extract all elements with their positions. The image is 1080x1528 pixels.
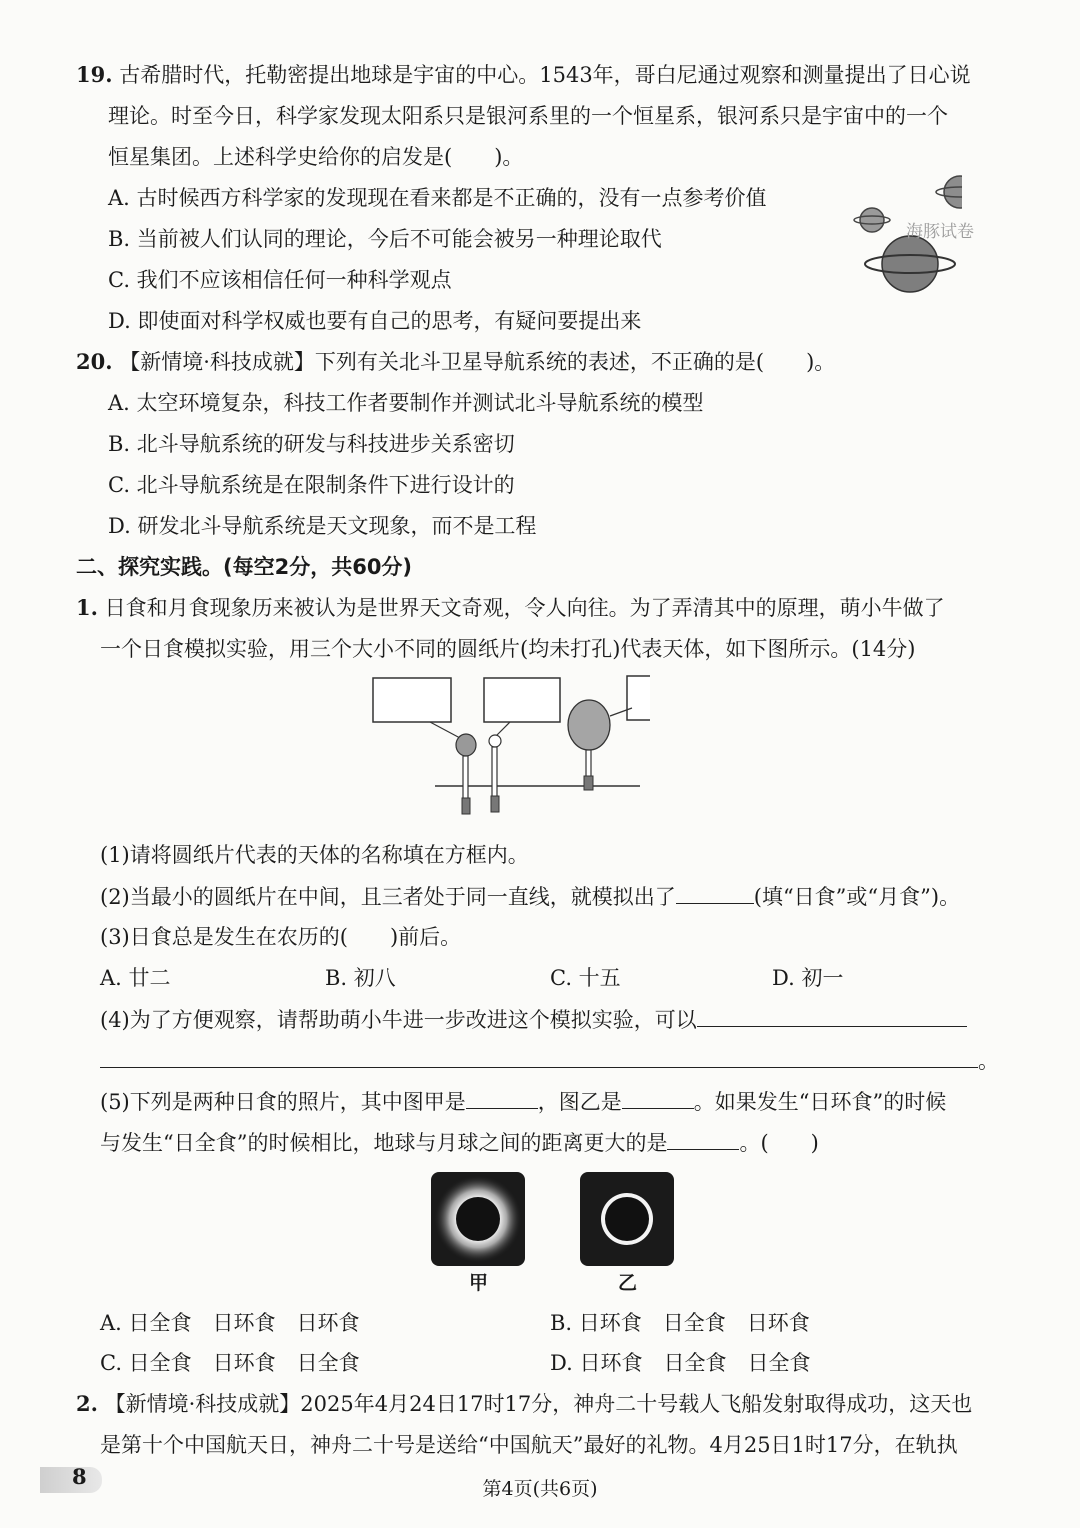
p1-sub5-option-c: C. 日全食 日环食 日全食 — [100, 1351, 360, 1375]
watermark: 海豚试卷 — [906, 222, 974, 242]
q19-line2: 理论。时至今日，科学家发现太阳系只是银河系里的一个恒星系，银河系只是宇宙中的一个 — [108, 104, 948, 128]
answer-blank-distance[interactable] — [667, 1127, 739, 1150]
p1-sub3: (3)日食总是发生在农历的( )前后。 — [100, 925, 462, 949]
label-box-middle — [484, 678, 560, 722]
q19-option-c: C. 我们不应该相信任何一种科学观点 — [108, 268, 452, 292]
answer-blank-photo-a[interactable] — [466, 1086, 538, 1109]
p1-sub5-line2-text-b: 。( ) — [739, 1131, 819, 1155]
p1-sub4-text: (4)为了方便观察，请帮助萌小牛进一步改进这个模拟实验，可以 — [100, 1008, 697, 1032]
p1-sub5-option-a: A. 日全食 日环食 日环食 — [100, 1311, 360, 1335]
p1-sub4-line2 — [100, 1045, 999, 1076]
annular-eclipse-photo — [580, 1172, 674, 1266]
photo-label-a: 甲 — [469, 1272, 489, 1294]
p1-sub4-end: 。 — [978, 1049, 999, 1073]
p1-sub2-text-b: (填“日食”或“月食”)。 — [753, 885, 961, 909]
q20-option-b: B. 北斗导航系统的研发与科技进步关系密切 — [108, 432, 515, 456]
p1-sub5-text-c: 。如果发生“日环食”的时候 — [693, 1090, 947, 1114]
p1-sub2 — [100, 881, 960, 912]
q20-option-c: C. 北斗导航系统是在限制条件下进行设计的 — [108, 473, 515, 497]
total-eclipse-icon — [431, 1172, 525, 1266]
p1-sub5-line2-text-a: 与发生“日全食”的时候相比，地球与月球之间的距离更大的是 — [100, 1131, 668, 1155]
q19-option-b: B. 当前被人们认同的理论，今后不可能会被另一种理论取代 — [108, 227, 662, 251]
q19-text-1: 古希腊时代，托勒密提出地球是宇宙的中心。1543年，哥白尼通过观察和测量提出了日心说 — [119, 63, 971, 87]
moon-paper-disc — [489, 735, 501, 812]
q20-line1 — [76, 347, 835, 377]
q19-line1 — [76, 60, 971, 90]
ringed-planet-small-icon — [936, 176, 962, 208]
label-box-right — [627, 676, 650, 720]
p1-sub5-text-b: ，图乙是 — [537, 1090, 622, 1114]
q20-option-a: A. 太空环境复杂，科技工作者要制作并测试北斗导航系统的模型 — [108, 391, 704, 415]
answer-blank-photo-b[interactable] — [622, 1086, 694, 1109]
answer-blank-improvement-2[interactable] — [100, 1045, 978, 1068]
q19-line3: 恒星集团。上述科学史给你的启发是( )。 — [108, 145, 524, 169]
q19-option-d: D. 即使面对科学权威也要有自己的思考，有疑问要提出来 — [108, 309, 642, 333]
p1-sub5-text-a: (5)下列是两种日食的照片，其中图甲是 — [100, 1090, 466, 1114]
page-badge-number: 8 — [72, 1464, 87, 1489]
p2-line1 — [76, 1389, 972, 1419]
p1-sub2-text-a: (2)当最小的圆纸片在中间，且三者处于同一直线，就模拟出了 — [100, 885, 676, 909]
page-info: 第4页(共6页) — [482, 1478, 598, 1500]
p1-sub3-option-c: C. 十五 — [550, 966, 621, 990]
p1-text-1: 日食和月食现象历来被认为是世界天文奇观，令人向往。为了弄清其中的原理，萌小牛做了 — [104, 596, 945, 620]
q20-number: 20. — [76, 349, 113, 374]
p2-number: 2. — [76, 1391, 98, 1416]
p1-sub5-line2 — [100, 1127, 819, 1158]
p1-sub3-option-a: A. 廿二 — [100, 966, 171, 990]
answer-blank-improvement-1[interactable] — [697, 1004, 967, 1027]
p1-sub5 — [100, 1086, 946, 1117]
photo-label-b: 乙 — [618, 1272, 638, 1294]
p1-number: 1. — [76, 595, 98, 620]
p1-sub4 — [100, 1004, 967, 1035]
total-eclipse-photo — [431, 1172, 525, 1266]
p1-line1 — [76, 593, 945, 623]
p1-sub5-option-b: B. 日环食 日全食 日环食 — [550, 1311, 810, 1335]
small-planet-icon — [854, 208, 890, 232]
p1-sub1: (1)请将圆纸片代表的天体的名称填在方框内。 — [100, 843, 529, 867]
answer-blank-eclipse-type[interactable] — [676, 881, 754, 904]
section-2-title: 二、探究实践。(每空2分，共60分) — [76, 555, 413, 579]
label-box-left — [373, 678, 451, 722]
q19-number: 19. — [76, 62, 113, 87]
q19-option-a: A. 古时候西方科学家的发现现在看来都是不正确的，没有一点参考价值 — [108, 186, 767, 210]
p1-sub3-option-d: D. 初一 — [772, 966, 844, 990]
p1-line2: 一个日食模拟实验，用三个大小不同的圆纸片(均未打孔)代表天体，如下图所示。(14分) — [100, 637, 916, 661]
p2-line2: 是第十个中国航天日，神舟二十号是送给“中国航天”最好的礼物。4月25日1时17分，在轨执 — [100, 1433, 958, 1457]
q20-option-d: D. 研发北斗导航系统是天文现象，而不是工程 — [108, 514, 537, 538]
sun-paper-disc — [568, 700, 610, 790]
p2-text-1: 【新情境·科技成就】2025年4月24日17时17分，神舟二十号载人飞船发射取得成功，这天也 — [104, 1392, 973, 1416]
q20-text: 【新情境·科技成就】下列有关北斗卫星导航系统的表述，不正确的是( )。 — [119, 350, 836, 374]
earth-paper-disc — [456, 734, 476, 814]
large-ringed-planet-icon — [865, 236, 955, 292]
p1-sub3-option-b: B. 初八 — [325, 966, 396, 990]
eclipse-experiment-diagram — [370, 672, 650, 822]
p1-sub5-option-d: D. 日环食 日全食 日全食 — [550, 1351, 811, 1375]
annular-eclipse-icon — [580, 1172, 674, 1266]
